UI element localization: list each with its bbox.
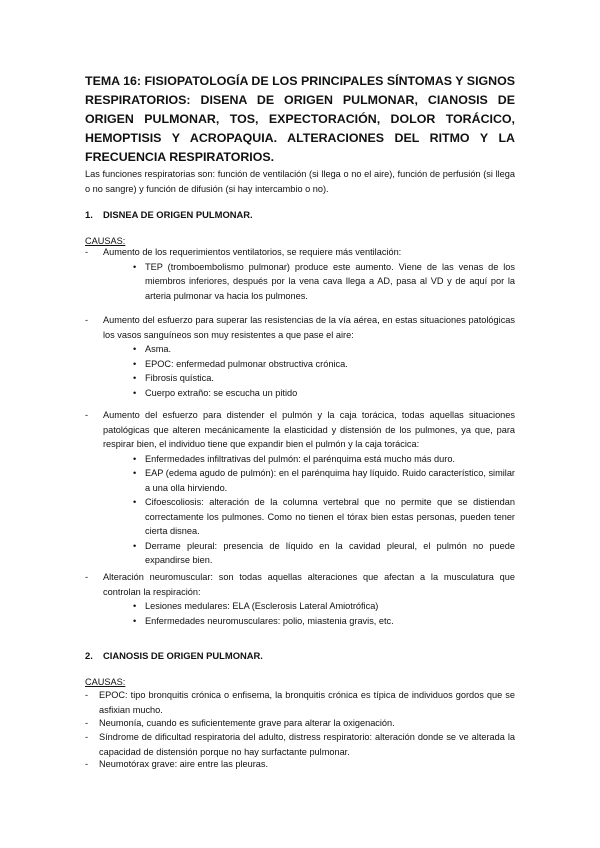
list-item-text: Síndrome de dificultad respiratoria del adulto, distress respiratorio: alteración donde se ve alterada la capacidad de distensión porque no hay surfactante pulmonar. [99, 732, 515, 757]
list-item-text: Aumento del esfuerzo para distender el pulmón y la caja torácica, todas aquellas situaciones patológicas que alteren mecánicamente la elasticidad y distensión de los pulmones, ya que, para respirar bien, el individuo tiene que expandir bien el pulmón y la caja torácica: [103, 410, 515, 449]
list-item-text: Alteración neuromuscular: son todas aquellas alteraciones que afectan a la musculatura que controlan la respiración: [103, 572, 515, 597]
list-item-text: Aumento del esfuerzo para superar las resistencias de la vía aérea, en estas situaciones patológicas los vasos sanguíneos son muy resistentes a que pase el aire: [103, 315, 515, 340]
list-item: - Aumento del esfuerzo para distender el pulmón y la caja torácica, todas aquellas situaciones patológicas que alteren mecánicamente la elasticidad y distensión de los pulmones, ya que, para respirar bien, el individuo tiene que expandir bien el pulmón y la caja torácica: • Enfermedades infiltrativas del pulmón: el parénquima está mucho más duro. • EAP (edema agudo de pulmón): en el parénquima hay líquido. Ruido característico, similar a una olla hirviendo. • Cifoescoliosis: alteración de la columna vertebral que no permite que se distiendan correctamente los pulmones. Como no tienen el tórax bien estas personas, pueden tener cierta disnea. • Derrame pleural: presencia de líquido en la cavidad pleural, el pulmón no puede expandirse bien. [85, 408, 515, 568]
list-item: - EPOC: tipo bronquitis crónica o enfisema, la bronquitis crónica es típica de individuos gordos que se asfixian mucho. [85, 688, 515, 717]
list-item: - Alteración neuromuscular: son todas aquellas alteraciones que afectan a la musculatura que controlan la respiración: • Lesiones medulares: ELA (Esclerosis Lateral Amiotrófica) • Enfermedades neuromusculares: polio, miastenia gravis, etc. [85, 570, 515, 628]
sub-list-item: • Cifoescoliosis: alteración de la columna vertebral que no permite que se distiendan correctamente los pulmones. Como no tienen el tórax bien estas personas, pueden tener cierta disnea. [133, 495, 515, 539]
sub-list-item: • Asma. [133, 342, 515, 357]
list-item: - Aumento de los requerimientos ventilatorios, se requiere más ventilación: • TEP (tromboembolismo pulmonar) produce este aumento. Viene de las venas de los miembros inferiores, después por la vena cava llega a AD, pasa al VD y de aquí por la arteria pulmonar va hacia los pulmones. [85, 245, 515, 303]
sub-list-item: • Lesiones medulares: ELA (Esclerosis Lateral Amiotrófica) [133, 599, 515, 614]
list-item: - Neumotórax grave: aire entre las pleuras. [85, 757, 515, 772]
list-item: - Síndrome de dificultad respiratoria del adulto, distress respiratorio: alteración donde se ve alterada la capacidad de distensión porque no hay surfactante pulmonar. [85, 730, 515, 759]
sub-list-item: • Fibrosis quística. [133, 371, 515, 386]
sub-list-item: • Cuerpo extraño: se escucha un pitido [133, 386, 515, 401]
section-1-number: 1. [85, 209, 93, 220]
page-title: TEMA 16: FISIOPATOLOGÍA DE LOS PRINCIPALES SÍNTOMAS Y SIGNOS RESPIRATORIOS: DISENA DE ORIGEN PULMONAR, CIANOSIS DE ORIGEN PULMONAR, TOS, EXPECTORACIÓN, DOLOR TORÁCICO, HEMOPTISIS Y ACROPAQUIA. ALTERACIONES DEL RITMO Y LA FRECUENCIA RESPIRATORIOS. [85, 74, 515, 164]
section-2-heading [85, 650, 263, 661]
section-1-causas-label: CAUSAS: [85, 236, 126, 246]
sub-list-item: • EAP (edema agudo de pulmón): en el parénquima hay líquido. Ruido característico, similar a una olla hirviendo. [133, 466, 515, 495]
section-2-title: CIANOSIS DE ORIGEN PULMONAR. [103, 650, 263, 661]
list-item-text: Neumonía, cuando es suficientemente grave para alterar la oxigenación. [99, 718, 395, 728]
sub-list-item: • Enfermedades infiltrativas del pulmón: el parénquima está mucho más duro. [133, 452, 515, 467]
list-item-text: EPOC: tipo bronquitis crónica o enfisema, la bronquitis crónica es típica de individuos gordos que se asfixian mucho. [99, 690, 515, 715]
intro-paragraph: Las funciones respiratorias son: función de ventilación (si llega o no el aire), función de perfusión (si llega o no sangre) y función de difusión (si hay intercambio o no). [85, 169, 515, 194]
section-1-heading [85, 209, 253, 220]
list-item-text: Neumotórax grave: aire entre las pleuras. [99, 759, 269, 769]
sub-list-item: • TEP (tromboembolismo pulmonar) produce este aumento. Viene de las venas de los miembros inferiores, después por la vena cava llega a AD, pasa al VD y de aquí por la arteria pulmonar va hacia los pulmones. [133, 260, 515, 304]
section-1-title: DISNEA DE ORIGEN PULMONAR. [103, 209, 253, 220]
sub-list-item: • Enfermedades neuromusculares: polio, miastenia gravis, etc. [133, 614, 515, 629]
sub-list-item: • EPOC: enfermedad pulmonar obstructiva crónica. [133, 357, 515, 372]
list-item: - Aumento del esfuerzo para superar las resistencias de la vía aérea, en estas situaciones patológicas los vasos sanguíneos son muy resistentes a que pase el aire: • Asma. • EPOC: enfermedad pulmonar obstructiva crónica. • Fibrosis quística. • Cuerpo extraño: se escucha un pitido [85, 313, 515, 400]
section-2-causas-label: CAUSAS: [85, 677, 126, 687]
list-item-text: Aumento de los requerimientos ventilatorios, se requiere más ventilación: [103, 247, 402, 257]
sub-list-item: • Derrame pleural: presencia de líquido en la cavidad pleural, el pulmón no puede expandirse bien. [133, 539, 515, 568]
list-item: - Neumonía, cuando es suficientemente grave para alterar la oxigenación. [85, 716, 515, 731]
section-2-number: 2. [85, 650, 93, 661]
